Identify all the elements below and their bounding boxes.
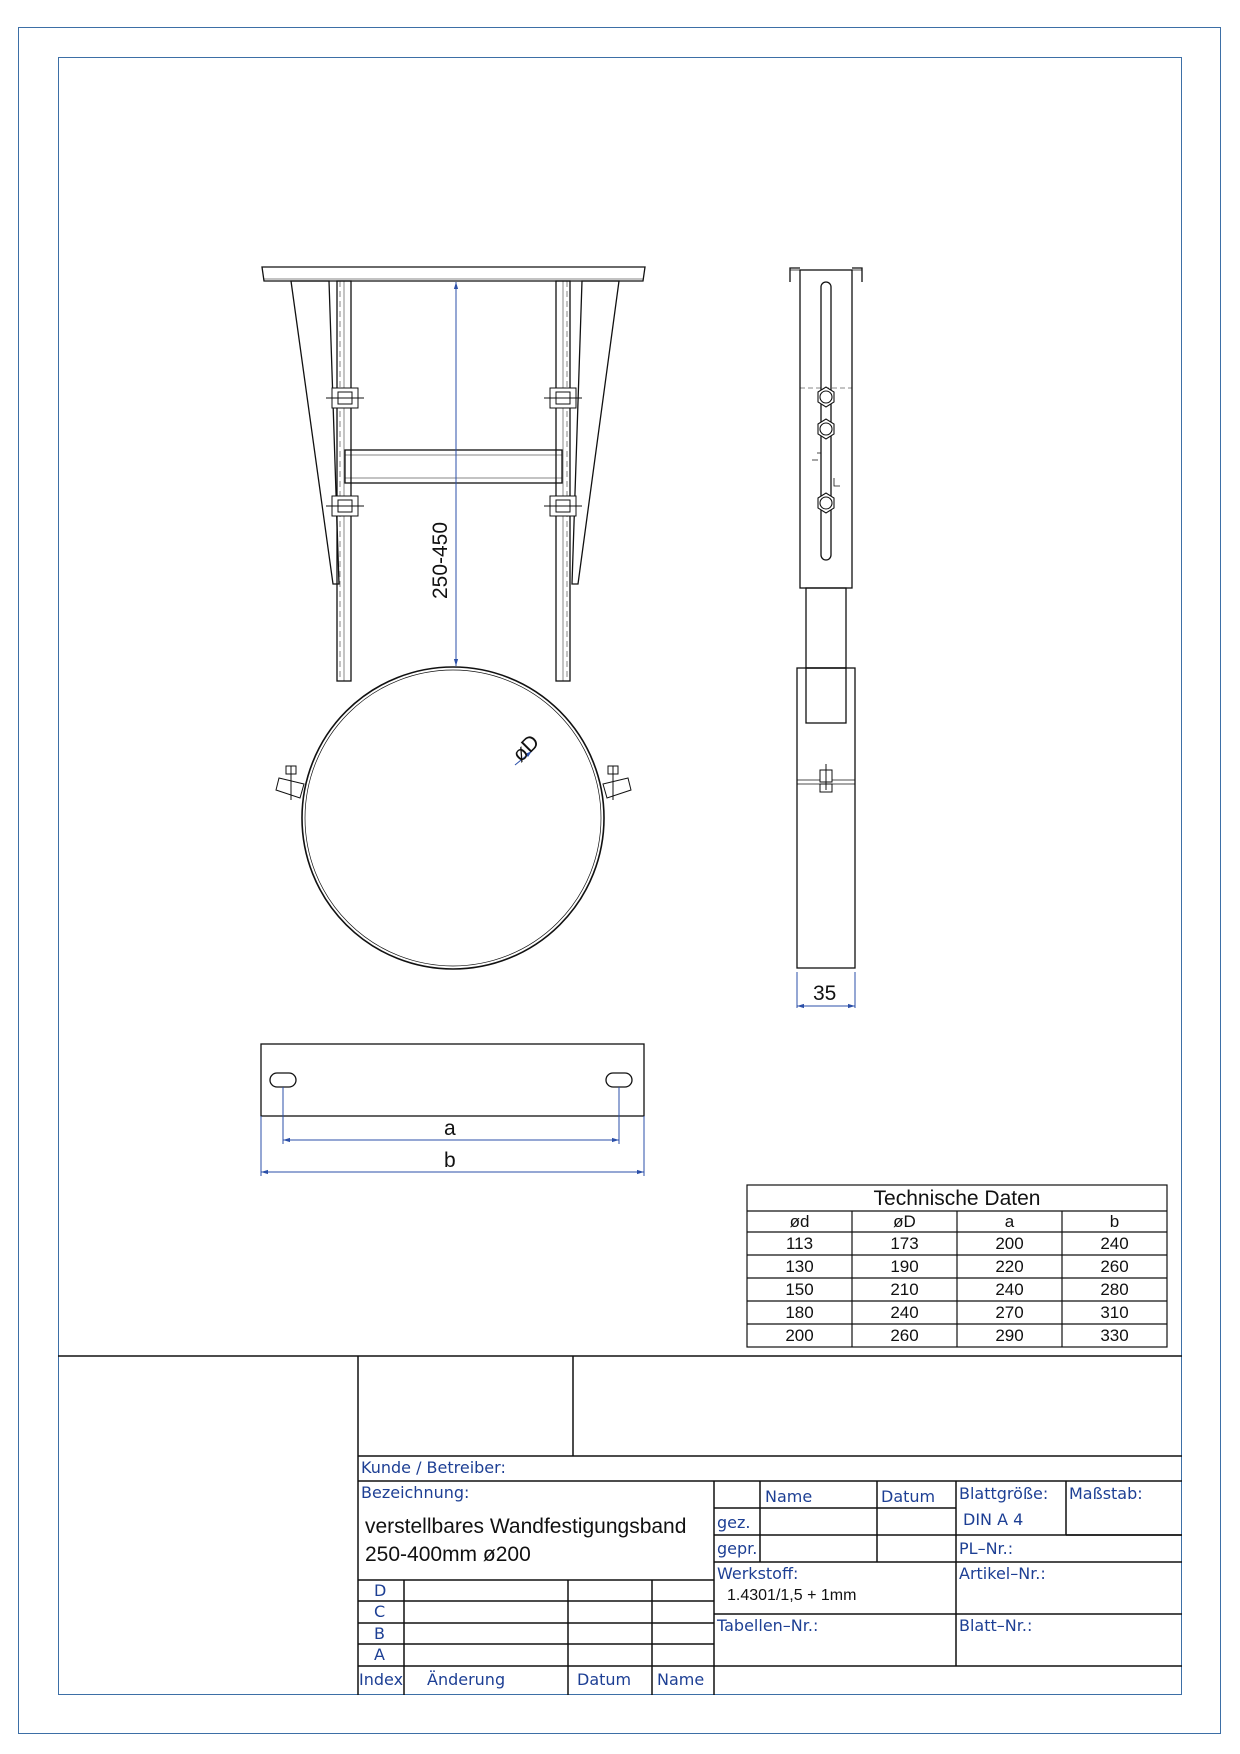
tech-table-cell: 173 xyxy=(890,1234,919,1253)
tech-table-cell: 130 xyxy=(785,1257,814,1276)
revision-a: A xyxy=(374,1645,385,1664)
datum-header: Datum xyxy=(881,1487,936,1506)
tech-table-cell: 260 xyxy=(890,1326,919,1345)
front-view xyxy=(262,267,645,969)
name-header: Name xyxy=(765,1487,813,1506)
bracket-right xyxy=(572,281,619,584)
bolt-right-lower xyxy=(544,496,582,516)
bolt-right-upper xyxy=(544,388,582,408)
clamp-ring xyxy=(302,667,604,969)
kunde-label: Kunde / Betreiber: xyxy=(361,1458,506,1477)
tech-table-cell: 260 xyxy=(1100,1257,1129,1276)
tech-table-cell: 240 xyxy=(995,1280,1024,1299)
dim-b-label: b xyxy=(444,1149,456,1172)
tech-table-cell: 150 xyxy=(785,1280,814,1299)
bracket-left xyxy=(291,281,339,584)
slot-left xyxy=(270,1073,296,1087)
tech-table-header: øD xyxy=(893,1212,916,1231)
lug-right xyxy=(603,766,631,800)
tech-table-cell: 240 xyxy=(1100,1234,1129,1253)
dim-a-label: a xyxy=(444,1117,456,1140)
bezeichnung-label: Bezeichnung: xyxy=(361,1483,470,1502)
pl-label: PL–Nr.: xyxy=(959,1539,1014,1558)
bolt-left-lower xyxy=(326,496,364,516)
blattgroesse-value: DIN A 4 xyxy=(963,1510,1024,1529)
tech-table-cell: 240 xyxy=(890,1303,919,1322)
tech-table-cell: 270 xyxy=(995,1303,1024,1322)
lower-strap xyxy=(806,588,846,668)
blattgroesse-label: Blattgröße: xyxy=(959,1484,1049,1503)
dim-height-label: 250-450 xyxy=(429,521,453,600)
tabellen-label: Tabellen–Nr.: xyxy=(717,1616,819,1635)
blatt-label: Blatt–Nr.: xyxy=(959,1616,1033,1635)
artikel-label: Artikel–Nr.: xyxy=(959,1564,1046,1583)
tech-table-header: b xyxy=(1109,1212,1120,1231)
aenderung-label: Änderung xyxy=(427,1670,506,1689)
tech-table-cell: 310 xyxy=(1100,1303,1129,1322)
lug-left xyxy=(276,766,304,800)
werkstoff-label: Werkstoff: xyxy=(717,1564,799,1583)
tech-table-cell: 220 xyxy=(995,1257,1024,1276)
tech-table-cell: 113 xyxy=(785,1234,814,1253)
tech-table-cell: 210 xyxy=(890,1280,919,1299)
revision-d: D xyxy=(374,1581,387,1600)
dim-diameter-label: øD xyxy=(507,730,545,767)
revision-c: C xyxy=(374,1602,386,1621)
tech-table-cell: 200 xyxy=(785,1326,814,1345)
slot-right xyxy=(606,1073,632,1087)
wall-plate-top xyxy=(261,1044,644,1116)
rev-name-label: Name xyxy=(657,1670,705,1689)
gepr-label: gepr. xyxy=(717,1539,758,1558)
tech-table-title: Technische Daten xyxy=(873,1187,1041,1210)
tech-table-header: a xyxy=(1004,1212,1015,1231)
bezeichnung-line2: 250-400mm ø200 xyxy=(365,1543,531,1566)
side-view xyxy=(790,268,862,968)
tech-table-cell: 280 xyxy=(1100,1280,1129,1299)
tech-table-cell: 200 xyxy=(995,1234,1024,1253)
rev-datum-label: Datum xyxy=(577,1670,632,1689)
bezeichnung-line1: verstellbares Wandfestigungsband xyxy=(365,1515,687,1538)
dim-side-width-label: 35 xyxy=(813,982,837,1005)
tech-table-header: ød xyxy=(789,1212,810,1231)
index-label: Index xyxy=(359,1670,404,1689)
revision-b: B xyxy=(374,1624,385,1643)
gez-label: gez. xyxy=(717,1513,751,1532)
tech-table-cell: 290 xyxy=(995,1326,1024,1345)
tech-table-cell: 190 xyxy=(890,1257,919,1276)
werkstoff-value: 1.4301/1,5 + 1mm xyxy=(727,1587,857,1604)
bolt-left-upper xyxy=(326,388,364,408)
side-bolt xyxy=(820,764,832,792)
massstab-label: Maßstab: xyxy=(1069,1484,1143,1503)
tech-table-cell: 180 xyxy=(785,1303,814,1322)
tech-table-cell: 330 xyxy=(1100,1326,1129,1345)
plate-view xyxy=(261,1044,644,1116)
